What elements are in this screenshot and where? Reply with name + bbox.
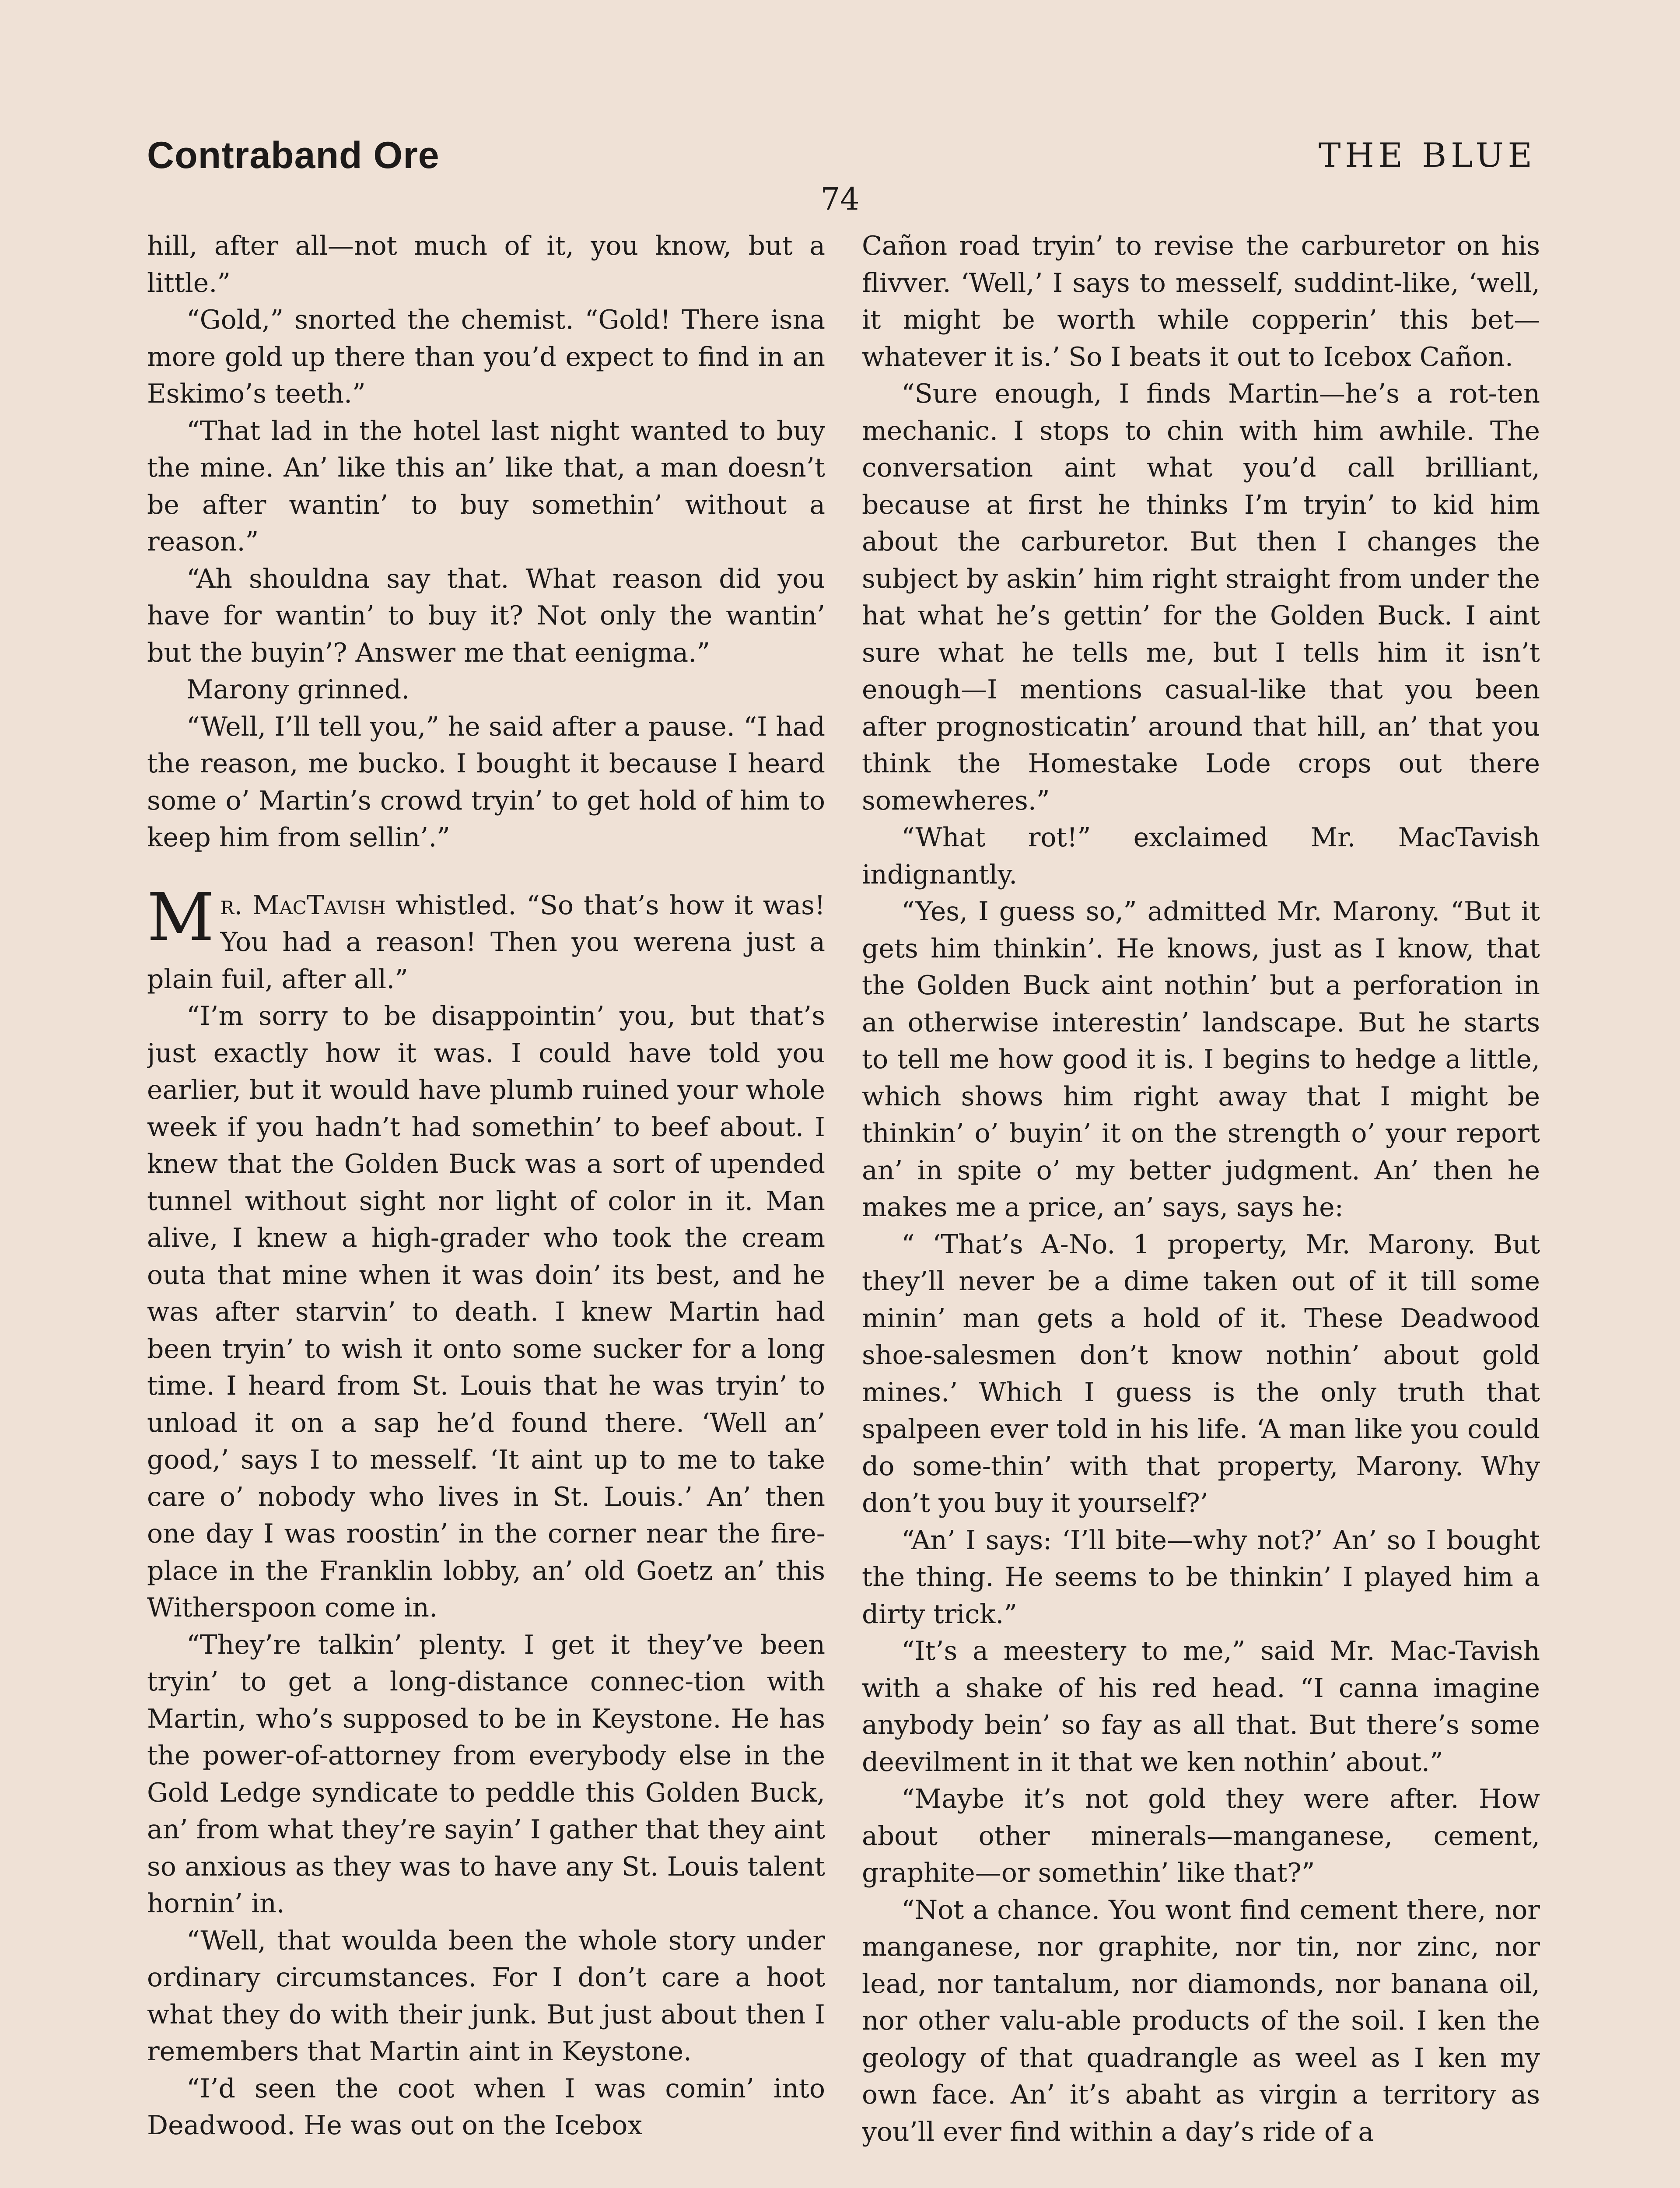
paragraph: “Well, that woulda been the whole story under ordinary circumstances. For I don’t care a hoot what they do with their junk. But just about then I remembers that Martin aint in Keystone.	[147, 1925, 825, 2067]
right-column	[862, 228, 1540, 2188]
paragraph: “Maybe it’s not gold they were after. How about other minerals—manganese, cement, graphite—or somethin’ like that?”	[862, 1784, 1540, 1888]
paragraph: “It’s a meestery to me,” said Mr. Mac-Tavish with a shake of his red head. “I canna imagine anybody bein’ so fay as all that. But there’s some deevilment in it that we ken nothin’ about.”	[862, 1636, 1540, 1778]
magazine-name: THE BLUE	[1318, 136, 1536, 175]
paragraph: “They’re talkin’ plenty. I get it they’ve been tryin’ to get a long-distance connec-tion with Martin, who’s supposed to be in Keystone. He has the power-of-attorney from everybody else in the Gold Ledge syndicate to peddle this Golden Buck, an’ from what they’re sayin’ I gather that they aint so anxious as they was to have any St. Louis talent hornin’ in.	[147, 1629, 825, 1919]
paragraph: “Yes, I guess so,” admitted Mr. Marony. “But it gets him thinkin’. He knows, just as I know, that the Golden Buck aint nothin’ but a perforation in an otherwise interestin’ landscape. But he starts to tell me how good it is. I begins to hedge a little, which shows him right away that I might be thinkin’ o’ buyin’ it on the strength o’ your report an’ in spite o’ my better judgment. An’ then he makes me a price, an’ says, says he:	[862, 896, 1540, 1223]
left-column	[147, 228, 825, 2188]
paragraph: “ ‘That’s A-No. 1 property, Mr. Marony. But they’ll never be a dime taken out of it till some minin’ man gets a hold of it. These Deadwood shoe-salesmen don’t know nothin’ about gold mines.’ Which I guess is the only truth that spalpeen ever told in his life. ‘A man like you could do some-thin’ with that property, Marony. Why don’t you buy it yourself?’	[862, 1229, 1540, 1518]
paragraph: “Not a chance. You wont find cement there, nor manganese, nor graphite, nor tin, nor zinc, nor lead, nor tantalum, nor diamonds, nor banana oil, nor other valu-able products of the soil. I ken the geology of that quadrangle as weel as I ken my own face. An’ it’s abaht as virgin a territory as you’ll ever find within a day’s ride of a	[862, 1894, 1540, 2147]
paragraph: “I’d seen the coot when I was comin’ into Deadwood. He was out on the Icebox	[147, 2073, 825, 2141]
paragraph: “Sure enough, I finds Martin—he’s a rot-ten mechanic. I stops to chin with him awhile. The conversation aint what you’d call brilliant, because at first he thinks I’m tryin’ to kid him about the carburetor. But then I changes the subject by askin’ him right straight from under the hat what he’s gettin’ for the Golden Buck. I aint sure what he tells me, but I tells him it isn’t enough—I mentions casual-like that you been after prognosticatin’ around that hill, an’ that you think the Homestake Lode crops out there somewheres.”	[862, 379, 1540, 816]
paragraph: “What rot!” exclaimed Mr. MacTavish indignantly.	[862, 822, 1540, 890]
drop-cap: M	[147, 879, 214, 956]
running-header	[147, 131, 1536, 184]
paragraph: Marony grinned.	[186, 674, 410, 705]
paragraph: “An’ I says: ‘I’ll bite—why not?’ An’ so I bought the thing. He seems to be thinkin’ I played him a dirty trick.”	[862, 1525, 1540, 1630]
paragraph-text: whistled. “So that’s how it was! You had a reason! Then you werena just a plain fuil, after all.”	[147, 890, 825, 995]
paragraph: “Ah shouldna say that. What reason did you have for wantin’ to buy it? Not only the wantin’ but the buyin’? Answer me that eenigma.”	[147, 563, 825, 668]
paragraph: hill, after all—not much of it, you know, but a little.”	[147, 231, 825, 298]
paragraph: “Gold,” snorted the chemist. “Gold! There isna more gold up there than you’d expect to find in an Eskimo’s teeth.”	[147, 305, 825, 409]
paragraph: Cañon road tryin’ to revise the carburetor on his flivver. ‘Well,’ I says to mesself, suddint-like, ‘well, it might be worth while copperin’ this bet—whatever it is.’ So I beats it out to Icebox Cañon.	[862, 231, 1540, 372]
story-title: Contraband Ore	[147, 134, 440, 176]
paragraph: “Well, I’ll tell you,” he said after a pause. “I had the reason, me bucko. I bought it because I heard some o’ Martin’s crowd tryin’ to get hold of him to keep him from sellin’.”	[147, 711, 825, 853]
small-caps-lead: r. MacTavish	[220, 890, 386, 921]
paragraph: “I’m sorry to be disappointin’ you, but that’s just exactly how it was. I could have told you earlier, but it would have plumb ruined your whole week if you hadn’t had somethin’ to beef about. I knew that the Golden Buck was a sort of upended tunnel without sight nor light of color in it. Man alive, I knew a high-grader who took the cream outa that mine when it was doin’ its best, and he was after starvin’ to death. I knew Martin had been tryin’ to wish it onto some sucker for a long time. I heard from St. Louis that he was tryin’ to unload it on a sap he’d found there. ‘Well an’ good,’ says I to mesself. ‘It aint up to me to take care o’ nobody who lives in St. Louis.’ An’ then one day I was roostin’ in the corner near the fire-place in the Franklin lobby, an’ old Goetz an’ this Witherspoon come in.	[147, 1001, 825, 1623]
section-opening-paragraph	[147, 879, 825, 998]
paragraph: “That lad in the hotel last night wanted to buy the mine. An’ like this an’ like that, a man doesn’t be after wantin’ to buy somethin’ without a reason.”	[147, 415, 825, 557]
page-number: 74	[820, 181, 860, 217]
